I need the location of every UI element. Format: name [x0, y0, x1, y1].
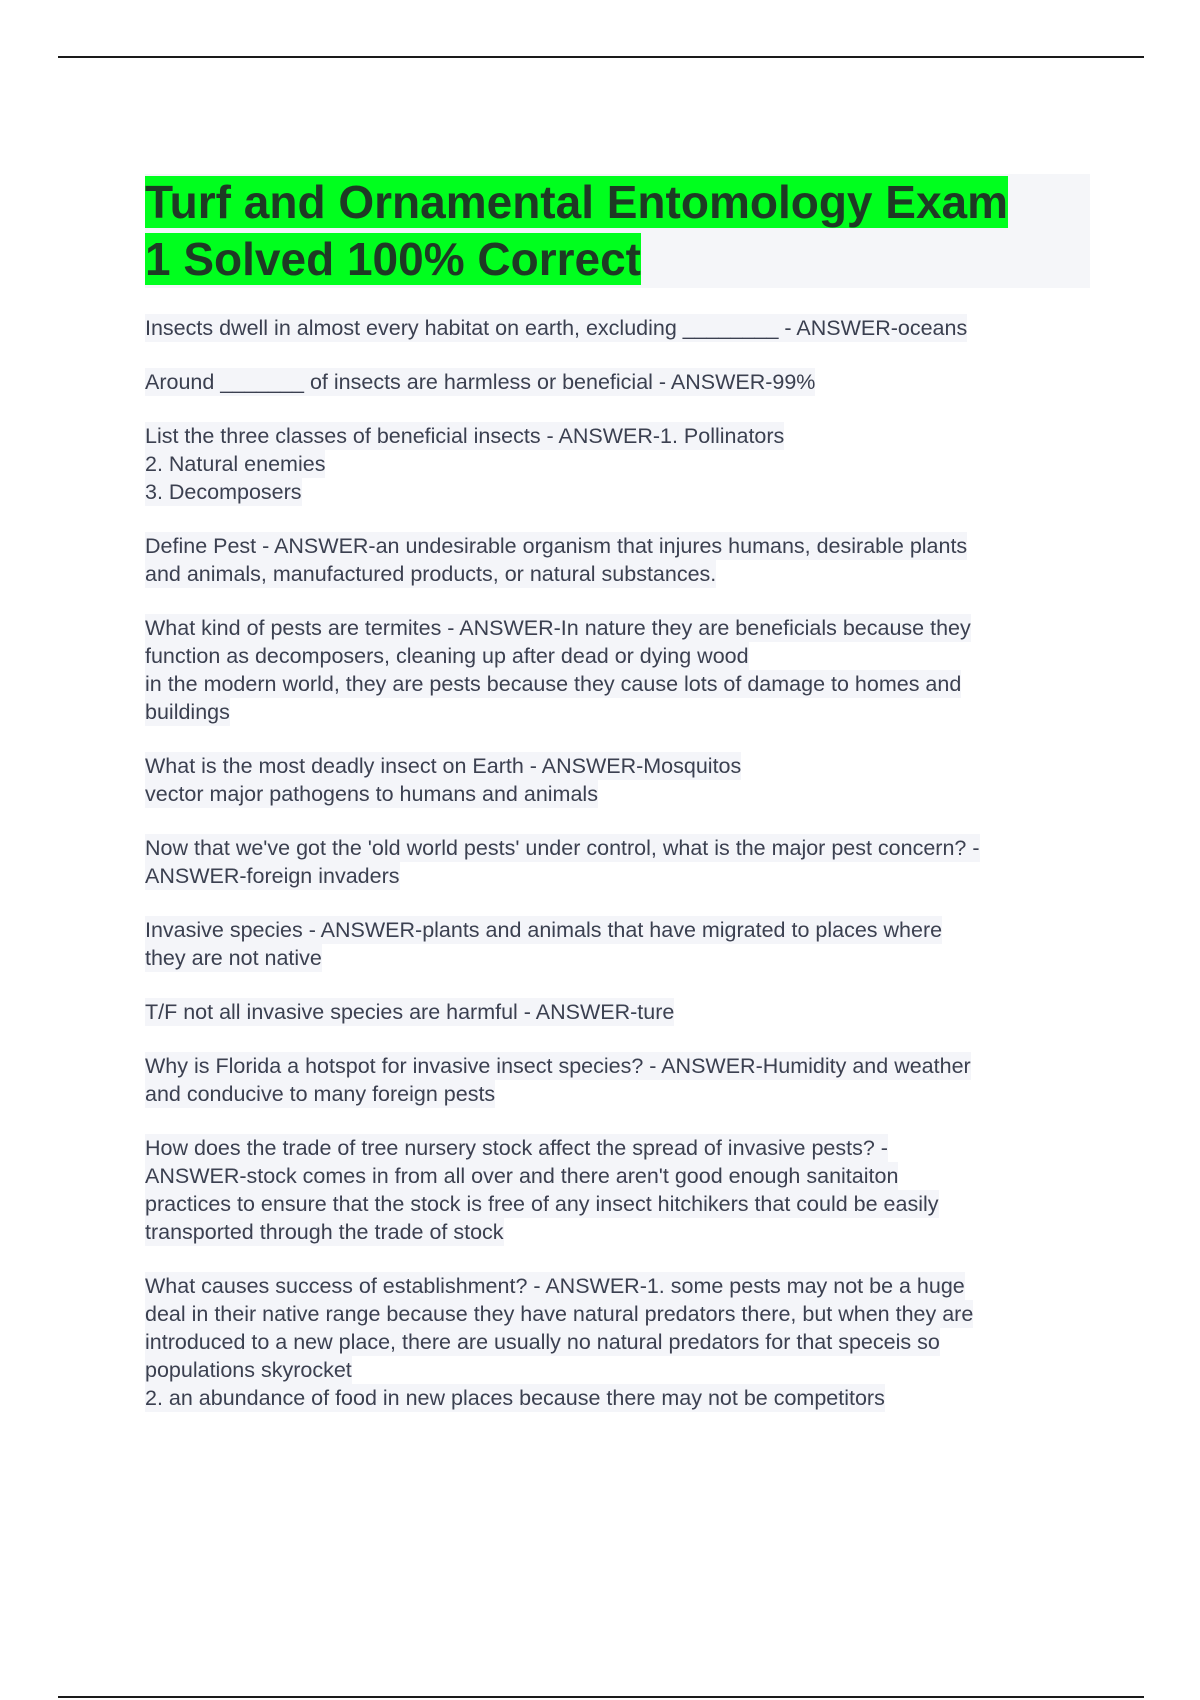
qa-text-line: transported through the trade of stock — [145, 1220, 504, 1244]
title-line: 1 Solved 100% Correct — [145, 233, 642, 285]
qa-item — [145, 916, 1090, 972]
qa-item — [145, 614, 1090, 726]
qa-text-line: introduced to a new place, there are usually no natural predators for that speceis so — [145, 1330, 940, 1354]
qa-text-line: and animals, manufactured products, or natural substances. — [145, 562, 717, 586]
qa-text-line: and conducive to many foreign pests — [145, 1082, 496, 1106]
qa-text-line: ANSWER-stock comes in from all over and there aren't good enough sanitaiton — [145, 1164, 899, 1188]
qa-text-line: buildings — [145, 700, 230, 724]
qa-text-line: Define Pest - ANSWER-an undesirable organism that injures humans, desirable plants — [145, 534, 968, 558]
qa-item — [145, 834, 1090, 890]
qa-item — [145, 532, 1090, 588]
qa-text-line: 2. Natural enemies — [145, 452, 326, 476]
qa-text-line: How does the trade of tree nursery stock affect the spread of invasive pests? - — [145, 1136, 888, 1160]
qa-text-line: ANSWER-foreign invaders — [145, 864, 400, 888]
qa-text-line: Why is Florida a hotspot for invasive insect species? - ANSWER-Humidity and weather — [145, 1054, 971, 1078]
qa-text-line: Invasive species - ANSWER-plants and animals that have migrated to places where — [145, 918, 943, 942]
qa-item — [145, 1134, 1090, 1246]
document-title — [145, 174, 1090, 288]
qa-text-line: vector major pathogens to humans and animals — [145, 782, 598, 806]
qa-item — [145, 752, 1090, 808]
qa-list — [145, 314, 1090, 1412]
qa-text-line: practices to ensure that the stock is free of any insect hitchikers that could be easily — [145, 1192, 939, 1216]
qa-text-line: Insects dwell in almost every habitat on earth, excluding ________ - ANSWER-oceans — [145, 316, 968, 340]
qa-item — [145, 422, 1090, 506]
top-rule — [58, 56, 1144, 58]
qa-text-line: function as decomposers, cleaning up after dead or dying wood — [145, 644, 749, 668]
document-body — [145, 174, 1090, 1438]
qa-text-line: List the three classes of beneficial insects - ANSWER-1. Pollinators — [145, 424, 785, 448]
qa-text-line: deal in their native range because they have natural predators there, but when they are — [145, 1302, 974, 1326]
qa-text-line: Around _______ of insects are harmless or beneficial - ANSWER-99% — [145, 370, 816, 394]
qa-text-line: T/F not all invasive species are harmful - ANSWER-ture — [145, 1000, 675, 1024]
qa-item — [145, 314, 1090, 342]
qa-text-line: What kind of pests are termites - ANSWER-In nature they are beneficials because they — [145, 616, 971, 640]
qa-text-line: 2. an abundance of food in new places because there may not be competitors — [145, 1386, 885, 1410]
qa-text-line: in the modern world, they are pests because they cause lots of damage to homes and — [145, 672, 962, 696]
bottom-rule — [58, 1696, 1144, 1698]
qa-text-line: they are not native — [145, 946, 322, 970]
qa-text-line: Now that we've got the 'old world pests' under control, what is the major pest concern? - — [145, 836, 980, 860]
title-block — [145, 174, 1090, 288]
qa-item — [145, 998, 1090, 1026]
qa-item — [145, 1052, 1090, 1108]
title-line: Turf and Ornamental Entomology Exam — [145, 176, 1009, 228]
qa-text-line: 3. Decomposers — [145, 480, 302, 504]
qa-text-line: What is the most deadly insect on Earth - ANSWER-Mosquitos — [145, 754, 742, 778]
qa-item — [145, 1272, 1090, 1412]
qa-item — [145, 368, 1090, 396]
qa-text-line: What causes success of establishment? - ANSWER-1. some pests may not be a huge — [145, 1274, 965, 1298]
qa-text-line: populations skyrocket — [145, 1358, 352, 1382]
